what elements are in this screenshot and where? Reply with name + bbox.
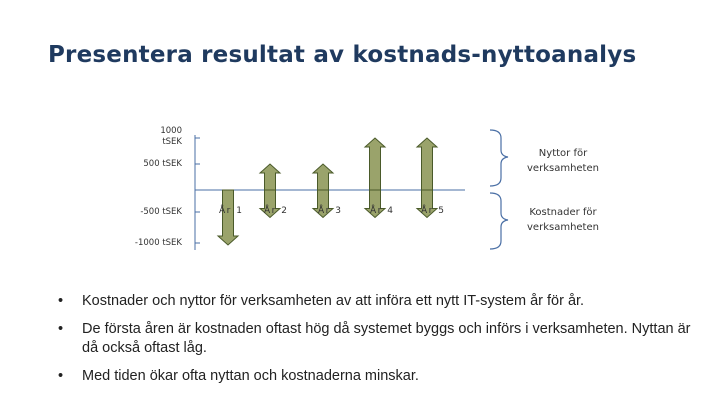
x-label-year-3: År 3	[318, 206, 343, 216]
benefit-brace	[490, 130, 508, 186]
bullet-text: Med tiden ökar ofta nyttan och kostnaderna minskar.	[82, 368, 419, 384]
y-label-500: 500 tSEK	[143, 159, 182, 169]
benefit-label: Nyttor för verksamheten	[527, 148, 599, 174]
benefit-arrow-year-3	[313, 164, 333, 190]
bullet-text: De första åren är kostnaden oftast hög då systemet byggs och införs i verksamheten. Nyttan är då också oftast låg.	[82, 321, 691, 356]
bullet-dot: •	[58, 321, 64, 337]
bullet-dot: •	[58, 293, 64, 309]
arrows	[218, 138, 437, 245]
slide-title: Presentera resultat av kostnads-nyttoanalys	[48, 42, 637, 68]
bullet-list	[58, 292, 708, 395]
bullet-text: Kostnader och nyttor för verksamheten av att införa ett nytt IT-system år för år.	[82, 293, 585, 309]
benefit-arrow-year-5	[417, 138, 437, 190]
cost-label: Kostnader för verksamheten	[527, 207, 599, 233]
bullet-item	[58, 367, 708, 386]
x-label-year-5: År 5	[421, 206, 446, 216]
benefit-arrow-year-2	[260, 164, 280, 190]
benefit-arrow-year-4	[365, 138, 385, 190]
cost-arrow-year-1	[218, 190, 238, 245]
bullet-item	[58, 292, 708, 311]
y-label-1000: 1000 tSEK	[160, 126, 182, 147]
x-label-year-4: År 4	[370, 206, 395, 216]
x-label-year-1: År 1	[219, 206, 244, 216]
cost-brace	[490, 193, 508, 249]
x-label-year-2: År 2	[264, 206, 289, 216]
y-label-neg500: -500 tSEK	[140, 207, 182, 217]
y-label-neg1000: -1000 tSEK	[134, 238, 182, 248]
bullet-item	[58, 320, 708, 358]
bullet-dot: •	[58, 368, 64, 384]
